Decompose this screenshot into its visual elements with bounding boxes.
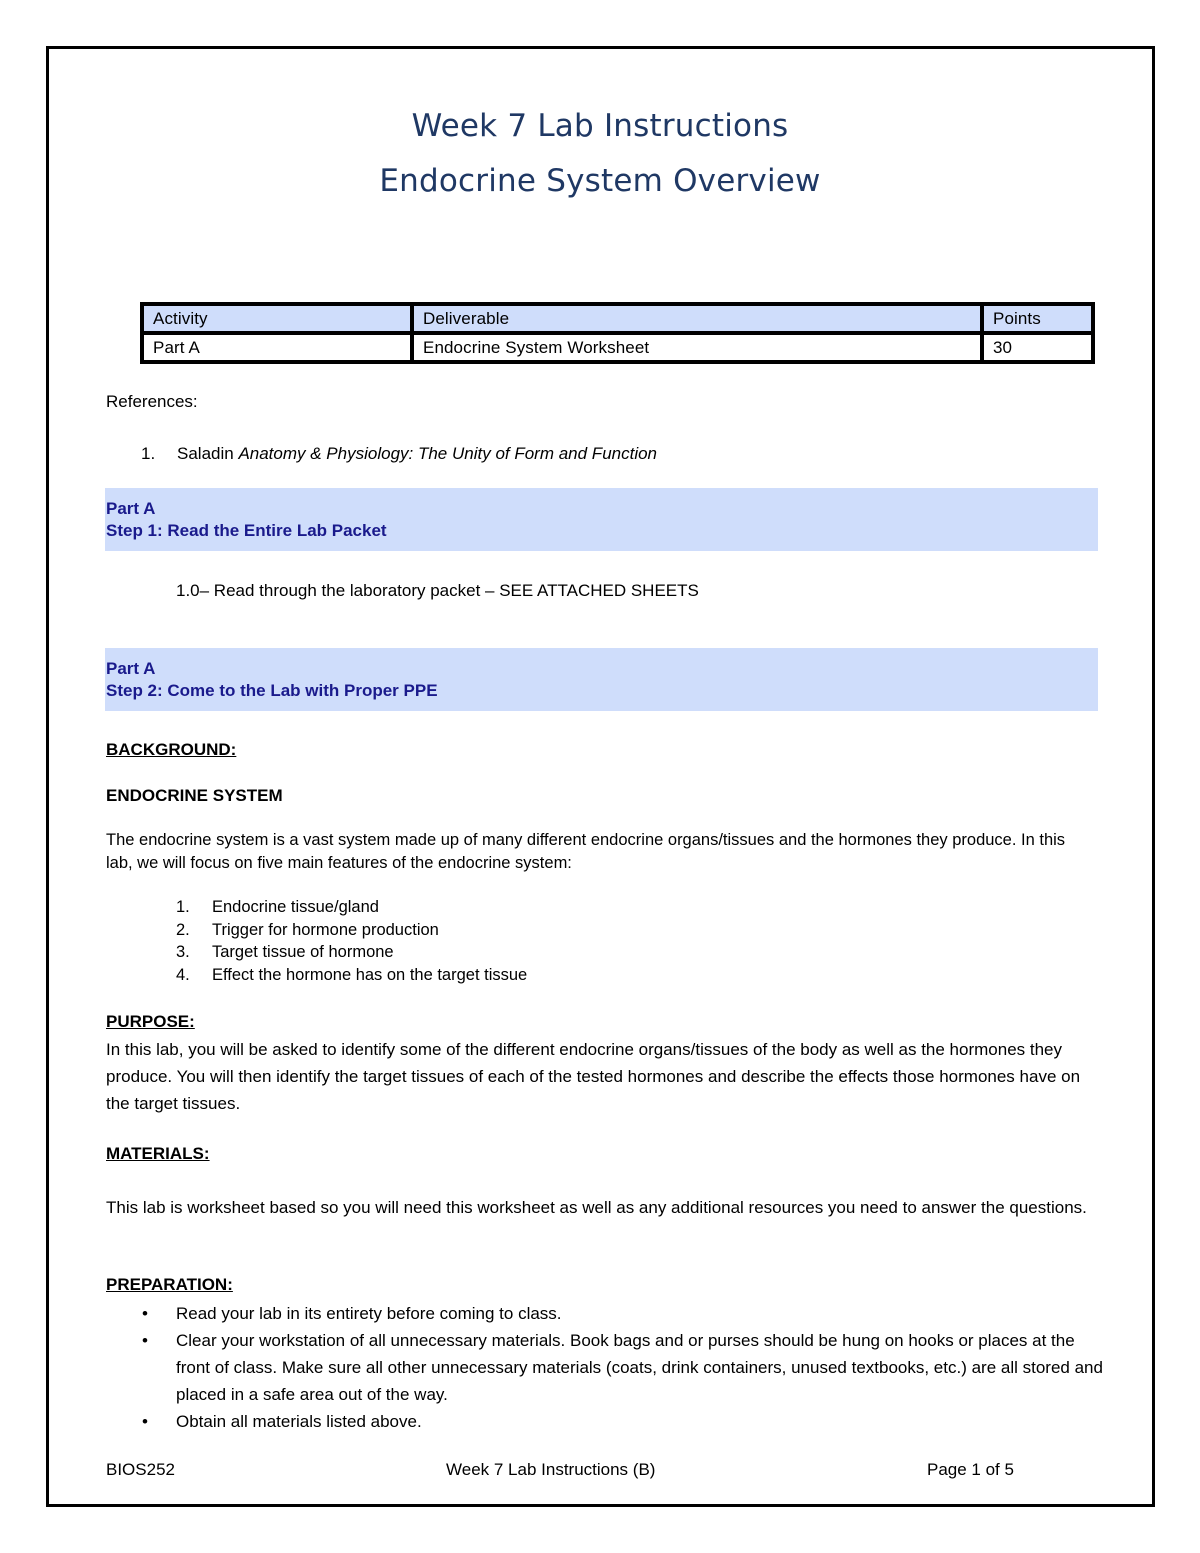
references-label: References: — [106, 392, 198, 411]
footer-page-number: Page 1 of 5 — [927, 1460, 1014, 1479]
table-cell: 30 — [982, 333, 1093, 362]
list-number: 4. — [176, 965, 190, 984]
footer-course-code: BIOS252 — [106, 1460, 175, 1479]
background-intro-paragraph: The endocrine system is a vast system made up of many different endocrine organs/tissues and the hormones they produce. In this lab, we will focus on five main features of the endocrine system: — [106, 831, 1066, 872]
list-text: Effect the hormone has on the target tissue — [212, 965, 528, 984]
list-item — [176, 896, 527, 919]
table-row — [142, 333, 1093, 362]
list-item — [176, 941, 527, 964]
table-header-cell: Points — [982, 304, 1093, 333]
bullet-icon: • — [142, 1304, 148, 1323]
preparation-heading: PREPARATION: — [106, 1275, 233, 1294]
reference-item — [141, 444, 657, 464]
purpose-paragraph: In this lab, you will be asked to identify some of the different endocrine organs/tissues of the body as well as the hormones they produce. You will then identify the target tissues of each of the tested hormones and describe the effects those hormones have on the target tissues. — [106, 1040, 1081, 1113]
table-header-cell: Deliverable — [412, 304, 982, 333]
step-1-instruction: 1.0– Read through the laboratory packet – SEE ATTACHED SHEETS — [176, 581, 699, 600]
document-subtitle: Endocrine System Overview — [379, 163, 821, 199]
materials-paragraph: This lab is worksheet based so you will need this worksheet as well as any additional resources you need to answer the questions. — [106, 1198, 1087, 1217]
deliverables-table — [140, 302, 1095, 364]
table-header-cell: Activity — [142, 304, 412, 333]
list-text: Clear your workstation of all unnecessary materials. Book bags and or purses should be hung on hooks or places at the front of class. Make sure all other unnecessary materials (coats, drink containers, unused textbooks, etc.) are all stored and placed in a safe area out of the way. — [176, 1331, 1103, 1404]
background-heading: BACKGROUND: — [106, 740, 237, 759]
list-item — [106, 1408, 1106, 1435]
section-step-title: Step 2: Come to the Lab with Proper PPE — [106, 681, 438, 700]
purpose-heading: PURPOSE: — [106, 1012, 195, 1031]
table-header-row — [142, 304, 1093, 333]
list-item — [106, 1300, 1106, 1327]
section-part: Part A — [106, 499, 156, 518]
table-cell: Part A — [142, 333, 412, 362]
section-part: Part A — [106, 659, 156, 678]
section-band-step-2 — [105, 648, 1098, 711]
reference-title: Anatomy & Physiology: The Unity of Form and Function — [238, 444, 658, 463]
list-number: 3. — [176, 943, 190, 961]
bullet-icon: • — [142, 1412, 148, 1431]
list-text: Trigger for hormone production — [212, 920, 439, 939]
section-band-step-1 — [105, 488, 1098, 551]
endocrine-system-subheading: ENDOCRINE SYSTEM — [106, 786, 283, 805]
list-text: Endocrine tissue/gland — [212, 898, 379, 916]
footer-document-title: Week 7 Lab Instructions (B) — [446, 1460, 656, 1479]
table-cell: Endocrine System Worksheet — [412, 333, 982, 362]
reference-number: 1. — [141, 444, 156, 463]
materials-heading: MATERIALS: — [106, 1144, 210, 1163]
list-text: Target tissue of hormone — [212, 943, 394, 961]
list-number: 1. — [176, 898, 190, 916]
preparation-list — [106, 1300, 1106, 1435]
reference-author: Saladin — [177, 444, 239, 463]
features-list — [176, 896, 527, 986]
section-step-title: Step 1: Read the Entire Lab Packet — [106, 521, 387, 540]
bullet-icon: • — [142, 1331, 148, 1350]
list-item — [106, 1327, 1106, 1408]
list-item — [176, 919, 527, 942]
document-title: Week 7 Lab Instructions — [411, 108, 789, 144]
list-number: 2. — [176, 920, 190, 939]
list-item — [176, 964, 527, 987]
list-text: Read your lab in its entirety before coming to class. — [176, 1304, 562, 1323]
list-text: Obtain all materials listed above. — [176, 1412, 422, 1431]
